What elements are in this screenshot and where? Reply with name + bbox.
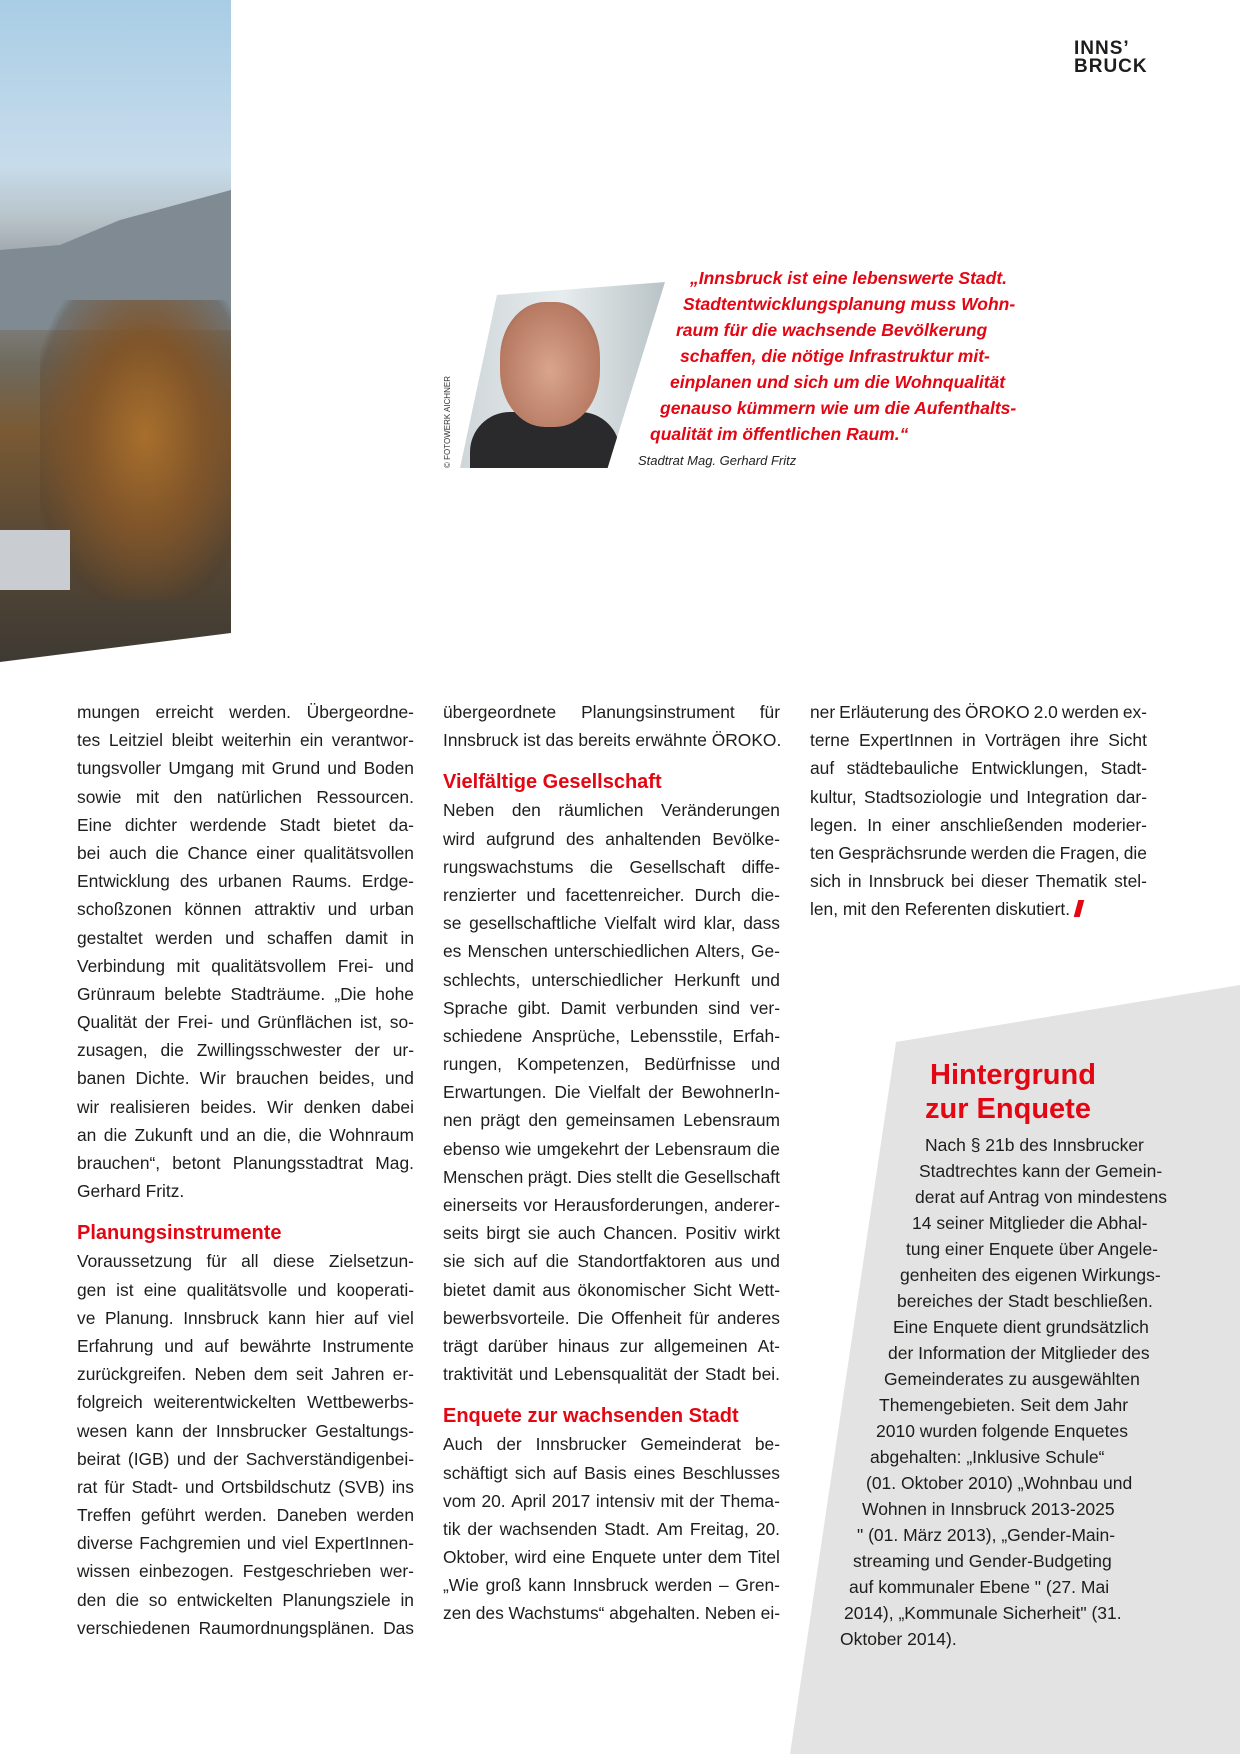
article-column-2: [443, 698, 780, 1628]
line-text: trägt darüber hinaus zur allgemeinen At-: [443, 1335, 780, 1356]
paragraph-line: [810, 811, 1147, 839]
info-box-line: " (01. März 2013), „Gender-Main-: [857, 1525, 1116, 1545]
info-box-line: 2014), „Kommunale Sicherheit" (31.: [844, 1603, 1122, 1623]
line-text: es Menschen unterschiedlichen Alters, Ge-: [443, 941, 780, 962]
logo-line2: BRUCK: [1074, 56, 1148, 77]
paragraph-line: [443, 1191, 780, 1219]
line-text: tes Leitziel bleibt weiterhin ein verantwor-: [77, 730, 414, 751]
line-text: rungswachstums die Gesellschaft diffe-: [443, 856, 780, 877]
paragraph-line: [77, 1614, 414, 1642]
paragraph-line: [443, 1332, 780, 1360]
info-box-line: derat auf Antrag von mindestens: [915, 1187, 1167, 1207]
info-box-line: genheiten des eigenen Wirkungs-: [900, 1265, 1161, 1285]
line-text: ve Planung. Innsbruck kann hier auf viel: [77, 1307, 414, 1328]
line-text: renzierter und facettenreicher. Durch die-: [443, 884, 780, 905]
paragraph-line: [77, 1417, 414, 1445]
line-text: gestaltet werden und schaffen damit in: [77, 927, 414, 948]
paragraph-line: [77, 1332, 414, 1360]
paragraph-line: [77, 1008, 414, 1036]
paragraph-line: [443, 1022, 780, 1050]
innsbruck-logo: [1074, 40, 1148, 76]
article-column-3: [810, 698, 1147, 924]
info-box-line: Stadtrechtes kann der Gemein-: [919, 1161, 1163, 1181]
paragraph-line: [443, 1571, 780, 1599]
paragraph-line: [77, 980, 414, 1008]
paragraph-line: [77, 952, 414, 980]
paragraph-line: [443, 1163, 780, 1191]
quote-line: qualität im öffentlichen Raum.“: [650, 424, 909, 444]
line-text: seits birgt sie auch Chancen. Positiv wirkt: [443, 1223, 780, 1244]
paragraph-line: [443, 1599, 780, 1627]
paragraph-line: [443, 881, 780, 909]
info-box-line: Eine Enquete dient grundsätzlich: [893, 1317, 1149, 1337]
paragraph-line: [443, 909, 780, 937]
info-box-line: Wohnen in Innsbruck 2013-2025: [862, 1499, 1115, 1519]
paragraph-line: [810, 754, 1147, 782]
line-text: schiedene Ansprüche, Lebensstile, Erfah-: [443, 1025, 780, 1046]
info-box-line: bereiches der Stadt beschließen.: [897, 1291, 1153, 1311]
line-text: schoßzonen können attraktiv und urban: [77, 899, 414, 920]
paragraph-line: [810, 895, 1147, 923]
line-text: banen Dichte. Wir brauchen beides, und: [77, 1068, 414, 1089]
line-text: bei auch die Chance einer qualitätsvollen: [77, 842, 414, 863]
paragraph-line: [77, 895, 414, 923]
line-text: an die Zukunft und an die, die Wohnraum: [77, 1124, 414, 1145]
line-text: schäftigt sich auf Basis eines Beschlusses: [443, 1462, 780, 1483]
line-text: bietet damit aus ökonomischer Sicht Wett-: [443, 1279, 780, 1300]
quote-author: Stadtrat Mag. Gerhard Fritz: [638, 453, 797, 468]
info-box-title: [925, 1058, 1096, 1126]
line-text: Verbindung mit qualitätsvollem Frei- und: [77, 955, 414, 976]
paragraph-line: [77, 1149, 414, 1177]
line-text: Gerhard Fritz.: [77, 1181, 185, 1202]
line-text: traktivität und Lebensqualität der Stadt bei.: [443, 1364, 780, 1385]
paragraph-line: [77, 1445, 414, 1473]
line-text: tik der wachsenden Stadt. Am Freitag, 20.: [443, 1518, 780, 1539]
section-heading: Vielfältige Gesellschaft: [443, 771, 662, 794]
line-text: rat für Stadt- und Ortsbildschutz (SVB) ins: [77, 1476, 414, 1497]
paragraph-line: [443, 1135, 780, 1163]
paragraph-line: [443, 937, 780, 965]
header-landscape-photo: [0, 0, 231, 662]
line-text: len, mit den Referenten diskutiert.: [810, 899, 1071, 920]
paragraph-line: [77, 1177, 414, 1205]
paragraph-line: [443, 726, 780, 754]
line-text: beirat (IGB) und der Sachverständigenbei-: [77, 1448, 414, 1469]
line-text: Entwicklung des urbanen Raums. Erdge-: [77, 871, 414, 892]
paragraph-line: [77, 1121, 414, 1149]
paragraph-line: [810, 867, 1147, 895]
info-box-line: streaming und Gender-Budgeting: [853, 1551, 1112, 1571]
quote-line: genauso kümmern wie um die Aufenthalts-: [660, 398, 1017, 418]
line-text: sie sich auf die Standortfaktoren aus und: [443, 1251, 780, 1272]
line-text: ner Erläuterung des ÖROKO 2.0 werden ex-: [810, 702, 1147, 722]
paragraph-line: [810, 726, 1147, 754]
paragraph-line: [443, 796, 780, 824]
paragraph-line: [443, 1276, 780, 1304]
line-text: legen. In einer anschließenden moderier-: [810, 814, 1147, 835]
paragraph-line: [77, 1360, 414, 1388]
info-box-line: abgehalten: „Inklusive Schule“: [870, 1447, 1105, 1467]
line-text: Menschen prägt. Dies stellt die Gesellschaft: [443, 1166, 780, 1187]
paragraph-line: [77, 1276, 414, 1304]
paragraph-line: [810, 698, 1147, 726]
paragraph-line: [77, 811, 414, 839]
paragraph-line: [77, 839, 414, 867]
info-box-title-line: zur Enquete: [925, 1093, 1091, 1125]
paragraph-line: [443, 1543, 780, 1571]
paragraph-line: [810, 783, 1147, 811]
paragraph-line: [443, 853, 780, 881]
info-box-line: tung einer Enquete über Angele-: [906, 1239, 1158, 1259]
line-text: wird aufgrund des anhaltenden Bevölke-: [443, 828, 780, 849]
info-box-line: der Information der Mitglieder des: [888, 1343, 1150, 1363]
line-text: wissen einbezogen. Festgeschrieben wer-: [77, 1561, 414, 1582]
line-text: Erwartungen. Die Vielfalt der BewohnerIn-: [443, 1082, 780, 1103]
line-text: kultur, Stadtsoziologie und Integration dar-: [810, 786, 1147, 807]
line-text: mungen erreicht werden. Übergeordne-: [77, 702, 414, 722]
paragraph-line: [810, 839, 1147, 867]
paragraph-line: [77, 726, 414, 754]
line-text: terne ExpertInnen in Vorträgen ihre Sicht: [810, 730, 1147, 751]
line-text: folgreich weiterentwickelten Wettbewerbs-: [77, 1392, 414, 1413]
line-text: den die so entwickelten Planungsziele in: [77, 1589, 414, 1610]
line-text: übergeordnete Planungsinstrument für: [443, 702, 780, 722]
section-heading: Enquete zur wachsenden Stadt: [443, 1405, 739, 1428]
line-text: wesen kann der Innsbrucker Gestaltungs-: [77, 1420, 414, 1441]
line-text: se gesellschaftliche Vielfalt wird klar, dass: [443, 913, 780, 934]
info-box-line: Nach § 21b des Innsbrucker: [925, 1135, 1144, 1155]
line-text: zusagen, die Zwillingsschwester der ur-: [77, 1040, 414, 1061]
line-text: gen ist eine qualitätsvolle und kooperati-: [77, 1279, 414, 1300]
article-end-mark-icon: [1074, 900, 1085, 917]
paragraph-line: [443, 1078, 780, 1106]
line-text: diverse Fachgremien und viel ExpertInnen-: [77, 1533, 414, 1554]
article-column-1: [77, 698, 414, 1642]
line-text: nen prägt den gemeinsamen Lebensraum: [443, 1110, 780, 1131]
line-text: rungen, Kompetenzen, Bedürfnisse und: [443, 1054, 780, 1075]
line-text: Treffen geführt werden. Daneben werden: [77, 1505, 414, 1526]
line-text: einerseits vor Herausforderungen, anderer-: [443, 1195, 780, 1215]
paragraph-line: [443, 698, 780, 726]
quote-line: schaffen, die nötige Infrastruktur mit-: [680, 346, 990, 366]
line-text: „Wie groß kann Innsbruck werden – Gren-: [443, 1575, 780, 1596]
paragraph-line: [443, 825, 780, 853]
info-box-line: (01. Oktober 2010) „Wohnbau und: [866, 1473, 1133, 1493]
paragraph-line: [77, 1036, 414, 1064]
info-box-line: 2010 wurden folgende Enquetes: [876, 1421, 1129, 1441]
paragraph-line: [77, 1529, 414, 1557]
paragraph-line: [443, 1304, 780, 1332]
paragraph-line: [443, 1360, 780, 1388]
line-text: sowie mit den natürlichen Ressourcen.: [77, 786, 414, 807]
line-text: zurückgreifen. Neben dem seit Jahren er-: [77, 1364, 414, 1385]
info-box-line: Oktober 2014).: [840, 1629, 957, 1649]
paragraph-line: [443, 1219, 780, 1247]
portrait-photo: [460, 282, 665, 468]
line-text: Voraussetzung für all diese Zielsetzun-: [77, 1251, 414, 1272]
line-text: Eine dichter werdende Stadt bietet da-: [77, 814, 414, 835]
line-text: tungsvoller Umgang mit Grund und Boden: [77, 758, 414, 779]
info-box-line: 14 seiner Mitglieder die Abhal-: [912, 1213, 1148, 1233]
line-text: Oktober, wird eine Enquete unter dem Titel: [443, 1547, 780, 1568]
paragraph-line: [77, 867, 414, 895]
line-text: zen des Wachstums“ abgehalten. Neben ei-: [443, 1603, 780, 1624]
paragraph-line: [77, 1473, 414, 1501]
paragraph-line: [443, 1106, 780, 1134]
quote-line: Stadtentwicklungsplanung muss Wohn-: [683, 294, 1016, 314]
paragraph-line: [443, 1430, 780, 1458]
paragraph-line: [77, 1586, 414, 1614]
line-text: verschiedenen Raumordnungsplänen. Das: [77, 1617, 414, 1638]
line-text: ten Gesprächsrunde werden die Fragen, die: [810, 842, 1147, 863]
paragraph-line: [77, 1501, 414, 1529]
paragraph-line: [77, 1388, 414, 1416]
paragraph-line: [443, 966, 780, 994]
paragraph-line: [443, 994, 780, 1022]
line-text: brauchen“, betont Planungsstadtrat Mag.: [77, 1153, 414, 1173]
logo-line1: INNS’: [1074, 38, 1130, 59]
info-box-title-line: Hintergrund: [930, 1059, 1096, 1091]
line-text: sich in Innsbruck bei dieser Thematik stel-: [810, 871, 1147, 892]
info-box-line: Themengebieten. Seit dem Jahr: [879, 1395, 1129, 1415]
line-text: Grünraum belebte Stadträume. „Die hohe: [77, 983, 414, 1004]
paragraph-line: [443, 1459, 780, 1487]
section-heading: Planungsinstrumente: [77, 1222, 282, 1245]
line-text: ebenso wie umgekehrt der Lebensraum die: [443, 1138, 780, 1159]
quote-line: einplanen und sich um die Wohnqualität: [670, 372, 1006, 392]
paragraph-line: [77, 1064, 414, 1092]
line-text: schlechts, unterschiedlicher Herkunft und: [443, 969, 780, 990]
line-text: auf städtebauliche Entwicklungen, Stadt-: [810, 758, 1147, 779]
line-text: Auch der Innsbrucker Gemeinderat be-: [443, 1434, 780, 1455]
line-text: Sprache gibt. Damit verbunden sind ver-: [443, 997, 780, 1018]
line-text: Innsbruck ist das bereits erwähnte ÖROKO.: [443, 730, 782, 751]
line-text: bewerbsvorteile. Die Offenheit für anderes: [443, 1307, 780, 1328]
paragraph-line: [77, 754, 414, 782]
line-text: wir realisieren beides. Wir denken dabei: [77, 1096, 414, 1117]
line-text: vom 20. April 2017 intensiv mit der Thema-: [443, 1490, 780, 1511]
line-text: Qualität der Frei- und Grünflächen ist, so-: [77, 1012, 414, 1033]
info-box-line: auf kommunaler Ebene " (27. Mai: [849, 1577, 1110, 1597]
paragraph-line: [443, 1487, 780, 1515]
paragraph-line: [443, 1247, 780, 1275]
line-text: Erfahrung und auf bewährte Instrumente: [77, 1335, 414, 1356]
line-text: Neben den räumlichen Veränderungen: [443, 800, 780, 821]
quote-line: raum für die wachsende Bevölkerung: [676, 320, 988, 340]
info-box-line: Gemeinderates zu ausgewählten: [884, 1369, 1140, 1389]
paragraph-line: [77, 1247, 414, 1275]
paragraph-line: [77, 1304, 414, 1332]
paragraph-line: [77, 698, 414, 726]
paragraph-line: [443, 1515, 780, 1543]
paragraph-line: [77, 783, 414, 811]
quote-line: „Innsbruck ist eine lebenswerte Stadt.: [690, 268, 1008, 288]
photo-credit: © FOTOWERK AICHNER: [443, 376, 452, 468]
paragraph-line: [77, 1093, 414, 1121]
paragraph-line: [443, 1050, 780, 1078]
paragraph-line: [77, 1557, 414, 1585]
paragraph-line: [77, 924, 414, 952]
